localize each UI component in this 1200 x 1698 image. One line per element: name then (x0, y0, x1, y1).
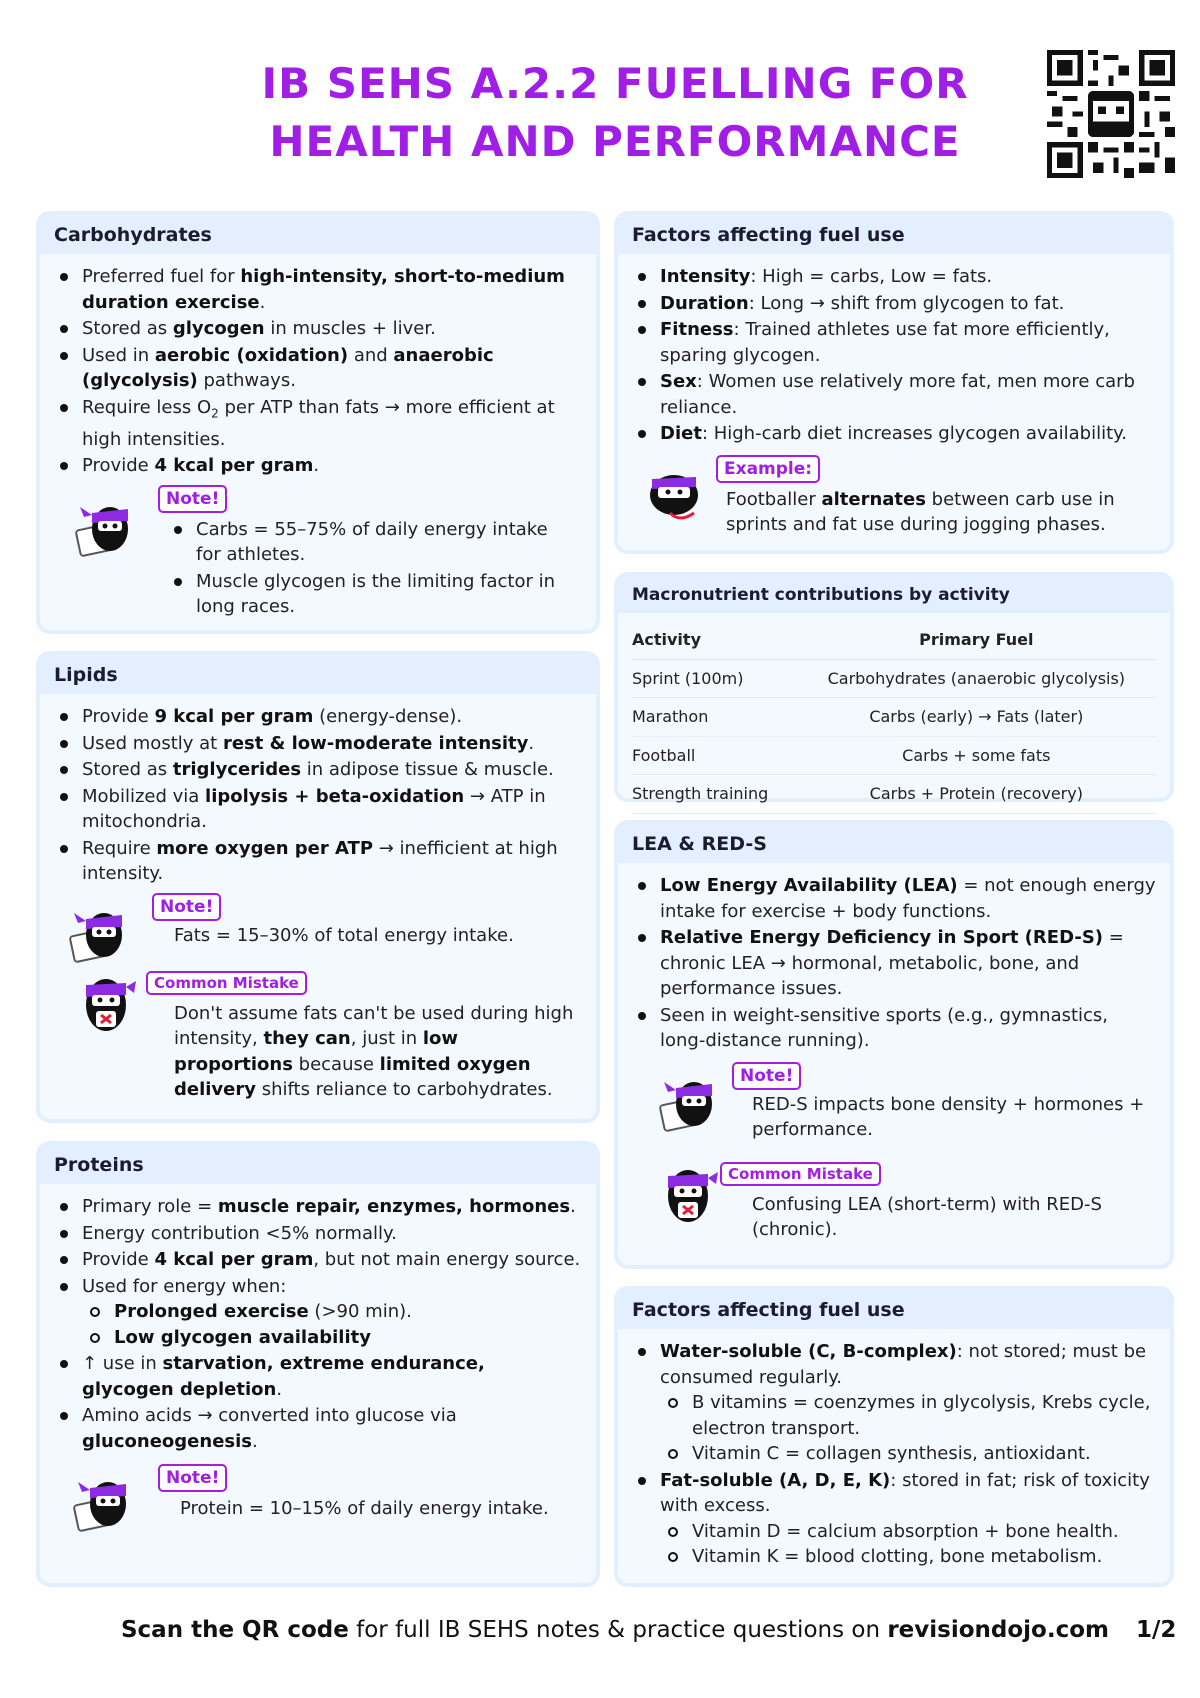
list-item: Require more oxygen per ATP → inefficient at high intensity. (54, 836, 582, 887)
card-heading: Carbohydrates (40, 215, 596, 254)
page-number: 1/2 (1136, 1617, 1177, 1643)
ninja-laptop-icon (72, 1468, 132, 1534)
list-item: Water-soluble (C, B-complex): not stored; must be consumed regularly. B vitamins = coenzymes in glycolysis, Krebs cycle, electron transport. Vitamin C = collagen synthesis, antioxidant. (632, 1339, 1156, 1467)
card-macronutrient-table (614, 572, 1174, 802)
footer-site-link[interactable]: revisiondojo.com (887, 1617, 1109, 1643)
note-callout (54, 485, 582, 623)
list-item: Require less $O_2$ per ATP than fats → more efficient at high intensities. (54, 395, 582, 453)
bullet-list (632, 1339, 1156, 1570)
card-lipids (36, 651, 600, 1123)
list-item: Duration: Long → shift from glycogen to fat. (632, 291, 1156, 317)
footer-scan-label: Scan the QR code (120, 1617, 349, 1643)
list-item: Diet: High-carb diet increases glycogen availability. (632, 421, 1156, 447)
list-item: Energy contribution <5% normally. (54, 1221, 582, 1247)
title-line-1: IB SEHS A.2.2 FUELLING FOR (261, 59, 969, 108)
macronutrient-table (632, 621, 1156, 814)
list-item: ↑ use in starvation, extreme endurance, glycogen depletion. (54, 1351, 582, 1402)
bullet-list (632, 264, 1156, 447)
mistake-text: Don't assume fats can't be used during high intensity, they can, just in low proportions because limited oxygen delivery shifts reliance to carbohydrates. (174, 1002, 574, 1100)
table-row: Strength training Carbs + Protein (recovery) (632, 775, 1156, 814)
table-row: Marathon Carbs (early) → Fats (later) (632, 698, 1156, 737)
card-vitamins (614, 1286, 1174, 1587)
list-item: Prolonged exercise (>90 min). (82, 1299, 582, 1325)
mistake-tag: Common Mistake (146, 971, 307, 995)
example-text: Footballer alternates between carb use in sprints and fat use during jogging phases. (726, 488, 1115, 535)
mistake-text: Confusing LEA (short-term) with RED-S (chronic). (752, 1193, 1102, 1240)
footer-text: Scan the QR code for full IB SEHS notes & practice questions on revisiondojo.com (120, 1617, 1109, 1643)
example-tag: Example: (716, 455, 820, 483)
ninja-laptop-icon (68, 899, 128, 965)
card-heading: Proteins (40, 1145, 596, 1184)
bullet-list (54, 264, 582, 479)
ninja-example-icon (640, 461, 700, 527)
note-text: Protein = 10–15% of daily energy intake. (180, 1498, 549, 1519)
note-text: Fats = 15–30% of total energy intake. (174, 924, 514, 946)
list-item: Vitamin K = blood clotting, bone metabolism. (660, 1544, 1156, 1570)
note-tag: Note! (158, 485, 227, 513)
mistake-callout (54, 971, 582, 1101)
list-item: Stored as triglycerides in adipose tissue & muscle. (54, 757, 582, 783)
note-callout (54, 1460, 582, 1540)
card-heading: Factors affecting fuel use (618, 215, 1170, 254)
list-item: Stored as glycogen in muscles + liver. (54, 316, 582, 342)
list-item: Relative Energy Deficiency in Sport (RED-S) = chronic LEA → hormonal, metabolic, bone, and performance issues. (632, 925, 1156, 1002)
table-header-row (632, 621, 1156, 659)
page-title (0, 55, 1200, 171)
bullet-list (54, 1194, 582, 1454)
list-item: Fat-soluble (A, D, E, K): stored in fat; risk of toxicity with excess. Vitamin D = calcium absorption + bone health. Vitamin K = blood clotting, bone metabolism. (632, 1468, 1156, 1570)
note-text: RED-S impacts bone density + hormones + performance. (752, 1093, 1145, 1140)
list-item: Fitness: Trained athletes use fat more efficiently, sparing glycogen. (632, 317, 1156, 368)
list-item: B vitamins = coenzymes in glycolysis, Krebs cycle, electron transport. (660, 1390, 1156, 1441)
card-heading: Macronutrient contributions by activity (618, 576, 1170, 613)
list-item: Used in aerobic (oxidation) and anaerobic (glycolysis) pathways. (54, 343, 582, 394)
list-item: Used mostly at rest & low-moderate intensity. (54, 731, 582, 757)
card-factors-fuel-use (614, 211, 1174, 554)
table-row: Sprint (100m) Carbohydrates (anaerobic glycolysis) (632, 659, 1156, 698)
list-item: Mobilized via lipolysis + beta-oxidation → ATP in mitochondria. (54, 784, 582, 835)
list-item: Sex: Women use relatively more fat, men more carb reliance. (632, 369, 1156, 420)
ninja-laptop-icon (658, 1068, 718, 1134)
mistake-callout (632, 1162, 1156, 1252)
bullet-list (54, 704, 582, 887)
note-callout (54, 893, 582, 965)
bullet-list (632, 873, 1156, 1054)
note-tag: Note! (152, 893, 221, 921)
list-item: Preferred fuel for high-intensity, short-to-medium duration exercise. (54, 264, 582, 315)
list-item: Low glycogen availability (82, 1325, 582, 1351)
ninja-laptop-icon (74, 493, 134, 559)
note-tag: Note! (158, 1464, 227, 1492)
list-item: Low Energy Availability (LEA) = not enough energy intake for exercise + body functions. (632, 873, 1156, 924)
table-row: Football Carbs + some fats (632, 736, 1156, 775)
card-heading: LEA & RED-S (618, 824, 1170, 863)
list-item: Provide 9 kcal per gram (energy-dense). (54, 704, 582, 730)
note-tag: Note! (732, 1062, 801, 1090)
list-item: Carbs = 55–75% of daily energy intake for athletes. (168, 517, 568, 568)
list-item: Provide 4 kcal per gram, but not main energy source. (54, 1247, 582, 1273)
list-item: Muscle glycogen is the limiting factor in long races. (168, 569, 568, 620)
list-item: Vitamin D = calcium absorption + bone health. (660, 1519, 1156, 1545)
list-item: Used for energy when: Prolonged exercise (>90 min). Low glycogen availability (54, 1274, 582, 1351)
qr-code-icon[interactable] (1047, 50, 1175, 178)
list-item: Intensity: High = carbs, Low = fats. (632, 264, 1156, 290)
card-proteins (36, 1141, 600, 1587)
mistake-tag: Common Mistake (720, 1162, 881, 1186)
list-item: Primary role = muscle repair, enzymes, hormones. (54, 1194, 582, 1220)
ninja-mistake-icon (658, 1162, 718, 1228)
list-item: Amino acids → converted into glucose via gluconeogenesis. (54, 1403, 582, 1454)
card-heading: Lipids (40, 655, 596, 694)
card-heading: Factors affecting fuel use (618, 1290, 1170, 1329)
list-item: Vitamin C = collagen synthesis, antioxidant. (660, 1441, 1156, 1467)
column-header-activity: Activity (632, 621, 797, 659)
card-carbohydrates (36, 211, 600, 634)
ninja-mistake-icon (76, 971, 136, 1037)
card-lea-red-s (614, 820, 1174, 1269)
example-callout (632, 453, 1156, 539)
note-callout (632, 1060, 1156, 1156)
title-line-2: HEALTH AND PERFORMANCE (269, 117, 961, 166)
list-item: Seen in weight-sensitive sports (e.g., gymnastics, long-distance running). (632, 1003, 1156, 1054)
column-header-primary-fuel: Primary Fuel (797, 621, 1156, 659)
list-item: Provide 4 kcal per gram. (54, 453, 582, 479)
